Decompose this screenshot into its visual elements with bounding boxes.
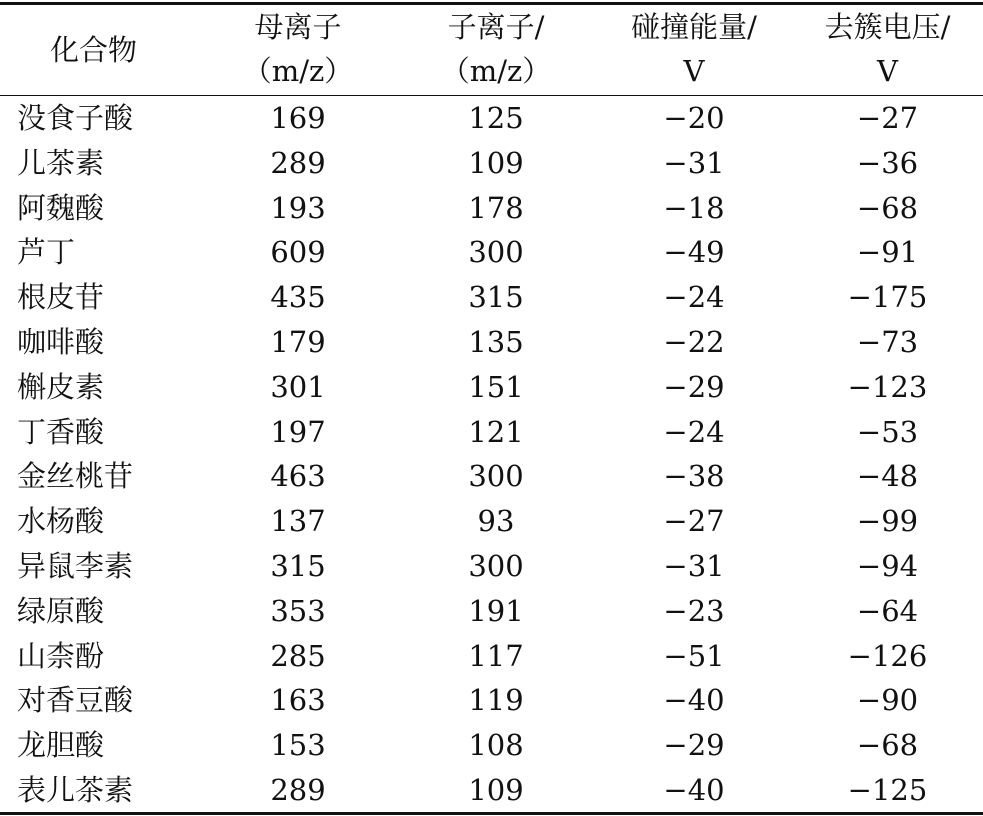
cell-collision-energy: −38: [663, 459, 725, 494]
cell-compound: 没食子酸: [17, 101, 134, 135]
cell-collision-energy: −40: [663, 772, 725, 807]
cell-daughter-ion: 315: [468, 280, 524, 315]
cell-daughter-ion: 300: [468, 235, 524, 270]
cell-compound: 根皮苷: [17, 280, 105, 315]
cell-daughter-ion: 121: [468, 414, 524, 449]
cell-declustering-potential: −94: [856, 548, 919, 583]
header-declustering-potential-label: 去簇电压/: [824, 10, 951, 44]
cell-daughter-ion: 119: [468, 683, 524, 718]
cell-collision-energy: −51: [663, 638, 725, 673]
cell-compound: 对香豆酸: [17, 683, 134, 718]
table-row: [0, 723, 983, 768]
cell-daughter-ion: 151: [468, 369, 524, 404]
table-row: [0, 96, 983, 141]
cell-declustering-potential: −91: [856, 235, 919, 270]
cell-compound: 丁香酸: [17, 414, 105, 449]
header-collision-energy-label: 碰撞能量/: [631, 10, 757, 44]
cell-compound: 芦丁: [17, 235, 76, 270]
cell-declustering-potential: −99: [856, 504, 919, 539]
table-row: [0, 499, 983, 544]
cell-daughter-ion: 300: [468, 548, 524, 583]
header-declustering-potential: [792, 5, 983, 95]
cell-daughter-ion: 109: [468, 145, 524, 180]
table-row: [0, 634, 983, 679]
header-daughter-ion: [396, 5, 596, 95]
cell-declustering-potential: −36: [856, 145, 919, 180]
cell-declustering-potential: −68: [856, 190, 919, 225]
cell-declustering-potential: −73: [856, 324, 919, 359]
cell-declustering-potential: −126: [847, 638, 928, 673]
cell-collision-energy: −29: [663, 369, 725, 404]
cell-parent-ion: 169: [270, 101, 326, 135]
cell-daughter-ion: 135: [468, 324, 524, 359]
table-row: [0, 589, 983, 634]
cell-parent-ion: 163: [270, 683, 326, 718]
cell-declustering-potential: −27: [856, 101, 919, 135]
header-compound: [0, 5, 200, 95]
cell-compound: 槲皮素: [17, 369, 105, 404]
cell-daughter-ion: 300: [468, 459, 524, 494]
cell-declustering-potential: −90: [856, 683, 919, 718]
cell-parent-ion: 609: [270, 235, 326, 270]
table-row: [0, 410, 983, 455]
cell-parent-ion: 435: [270, 280, 326, 315]
cell-parent-ion: 463: [270, 459, 326, 494]
cell-compound: 阿魏酸: [17, 190, 105, 225]
cell-collision-energy: −20: [663, 101, 725, 135]
cell-daughter-ion: 191: [468, 593, 524, 628]
cell-collision-energy: −40: [663, 683, 725, 718]
table-row: [0, 365, 983, 410]
header-collision-energy-unit: V: [683, 54, 705, 88]
table-body: [0, 96, 983, 813]
cell-daughter-ion: 108: [468, 728, 524, 763]
cell-compound: 绿原酸: [17, 593, 105, 628]
cell-collision-energy: −31: [663, 548, 725, 583]
cell-parent-ion: 315: [270, 548, 326, 583]
cell-parent-ion: 179: [270, 324, 326, 359]
header-collision-energy: [596, 5, 792, 95]
cell-declustering-potential: −125: [847, 772, 928, 807]
table-row: [0, 320, 983, 365]
cell-compound: 表儿茶素: [17, 772, 134, 807]
table-row: [0, 230, 983, 275]
cell-compound: 金丝桃苷: [17, 459, 134, 494]
cell-parent-ion: 153: [270, 728, 326, 763]
cell-daughter-ion: 117: [468, 638, 524, 673]
table-row: [0, 454, 983, 499]
cell-collision-energy: −29: [663, 728, 725, 763]
cell-declustering-potential: −175: [847, 280, 928, 315]
cell-parent-ion: 193: [270, 190, 326, 225]
cell-collision-energy: −27: [663, 504, 725, 539]
cell-collision-energy: −18: [663, 190, 725, 225]
table-row: [0, 141, 983, 186]
cell-parent-ion: 289: [270, 772, 326, 807]
cell-parent-ion: 353: [270, 593, 326, 628]
table-row: [0, 678, 983, 723]
table-row: [0, 275, 983, 320]
header-compound-label: 化合物: [50, 33, 138, 67]
cell-parent-ion: 137: [270, 504, 326, 539]
cell-collision-energy: −24: [663, 414, 725, 449]
header-declustering-potential-unit: V: [877, 54, 898, 88]
cell-parent-ion: 301: [270, 369, 326, 404]
cell-compound: 山柰酚: [17, 638, 105, 673]
table-header: [0, 5, 983, 95]
cell-declustering-potential: −48: [856, 459, 919, 494]
header-parent-ion-unit: （m/z）: [242, 54, 354, 88]
cell-daughter-ion: 93: [477, 504, 515, 539]
cell-parent-ion: 289: [270, 145, 326, 180]
cell-declustering-potential: −68: [856, 728, 919, 763]
cell-collision-energy: −22: [663, 324, 725, 359]
table-row: [0, 544, 983, 589]
header-parent-ion: [200, 5, 396, 95]
cell-collision-energy: −49: [663, 235, 725, 270]
cell-compound: 儿茶素: [17, 145, 105, 180]
cell-compound: 异鼠李素: [17, 548, 134, 583]
table-row: [0, 768, 983, 813]
cell-compound: 咖啡酸: [17, 324, 105, 359]
header-daughter-ion-unit: （m/z）: [440, 54, 552, 88]
cell-compound: 水杨酸: [17, 504, 105, 539]
cell-daughter-ion: 109: [468, 772, 524, 807]
cell-daughter-ion: 178: [468, 190, 524, 225]
cell-declustering-potential: −53: [856, 414, 919, 449]
cell-collision-energy: −31: [663, 145, 725, 180]
cell-daughter-ion: 125: [468, 101, 524, 135]
cell-declustering-potential: −64: [856, 593, 919, 628]
cell-compound: 龙胆酸: [17, 728, 105, 763]
header-parent-ion-label: 母离子: [254, 10, 342, 44]
header-daughter-ion-label: 子离子/: [447, 10, 545, 44]
cell-declustering-potential: −123: [847, 369, 928, 404]
cell-parent-ion: 197: [270, 414, 326, 449]
cell-collision-energy: −23: [663, 593, 725, 628]
cell-parent-ion: 285: [270, 638, 326, 673]
cell-collision-energy: −24: [663, 280, 725, 315]
table-row: [0, 186, 983, 231]
table-bottom-rule: [0, 812, 983, 815]
